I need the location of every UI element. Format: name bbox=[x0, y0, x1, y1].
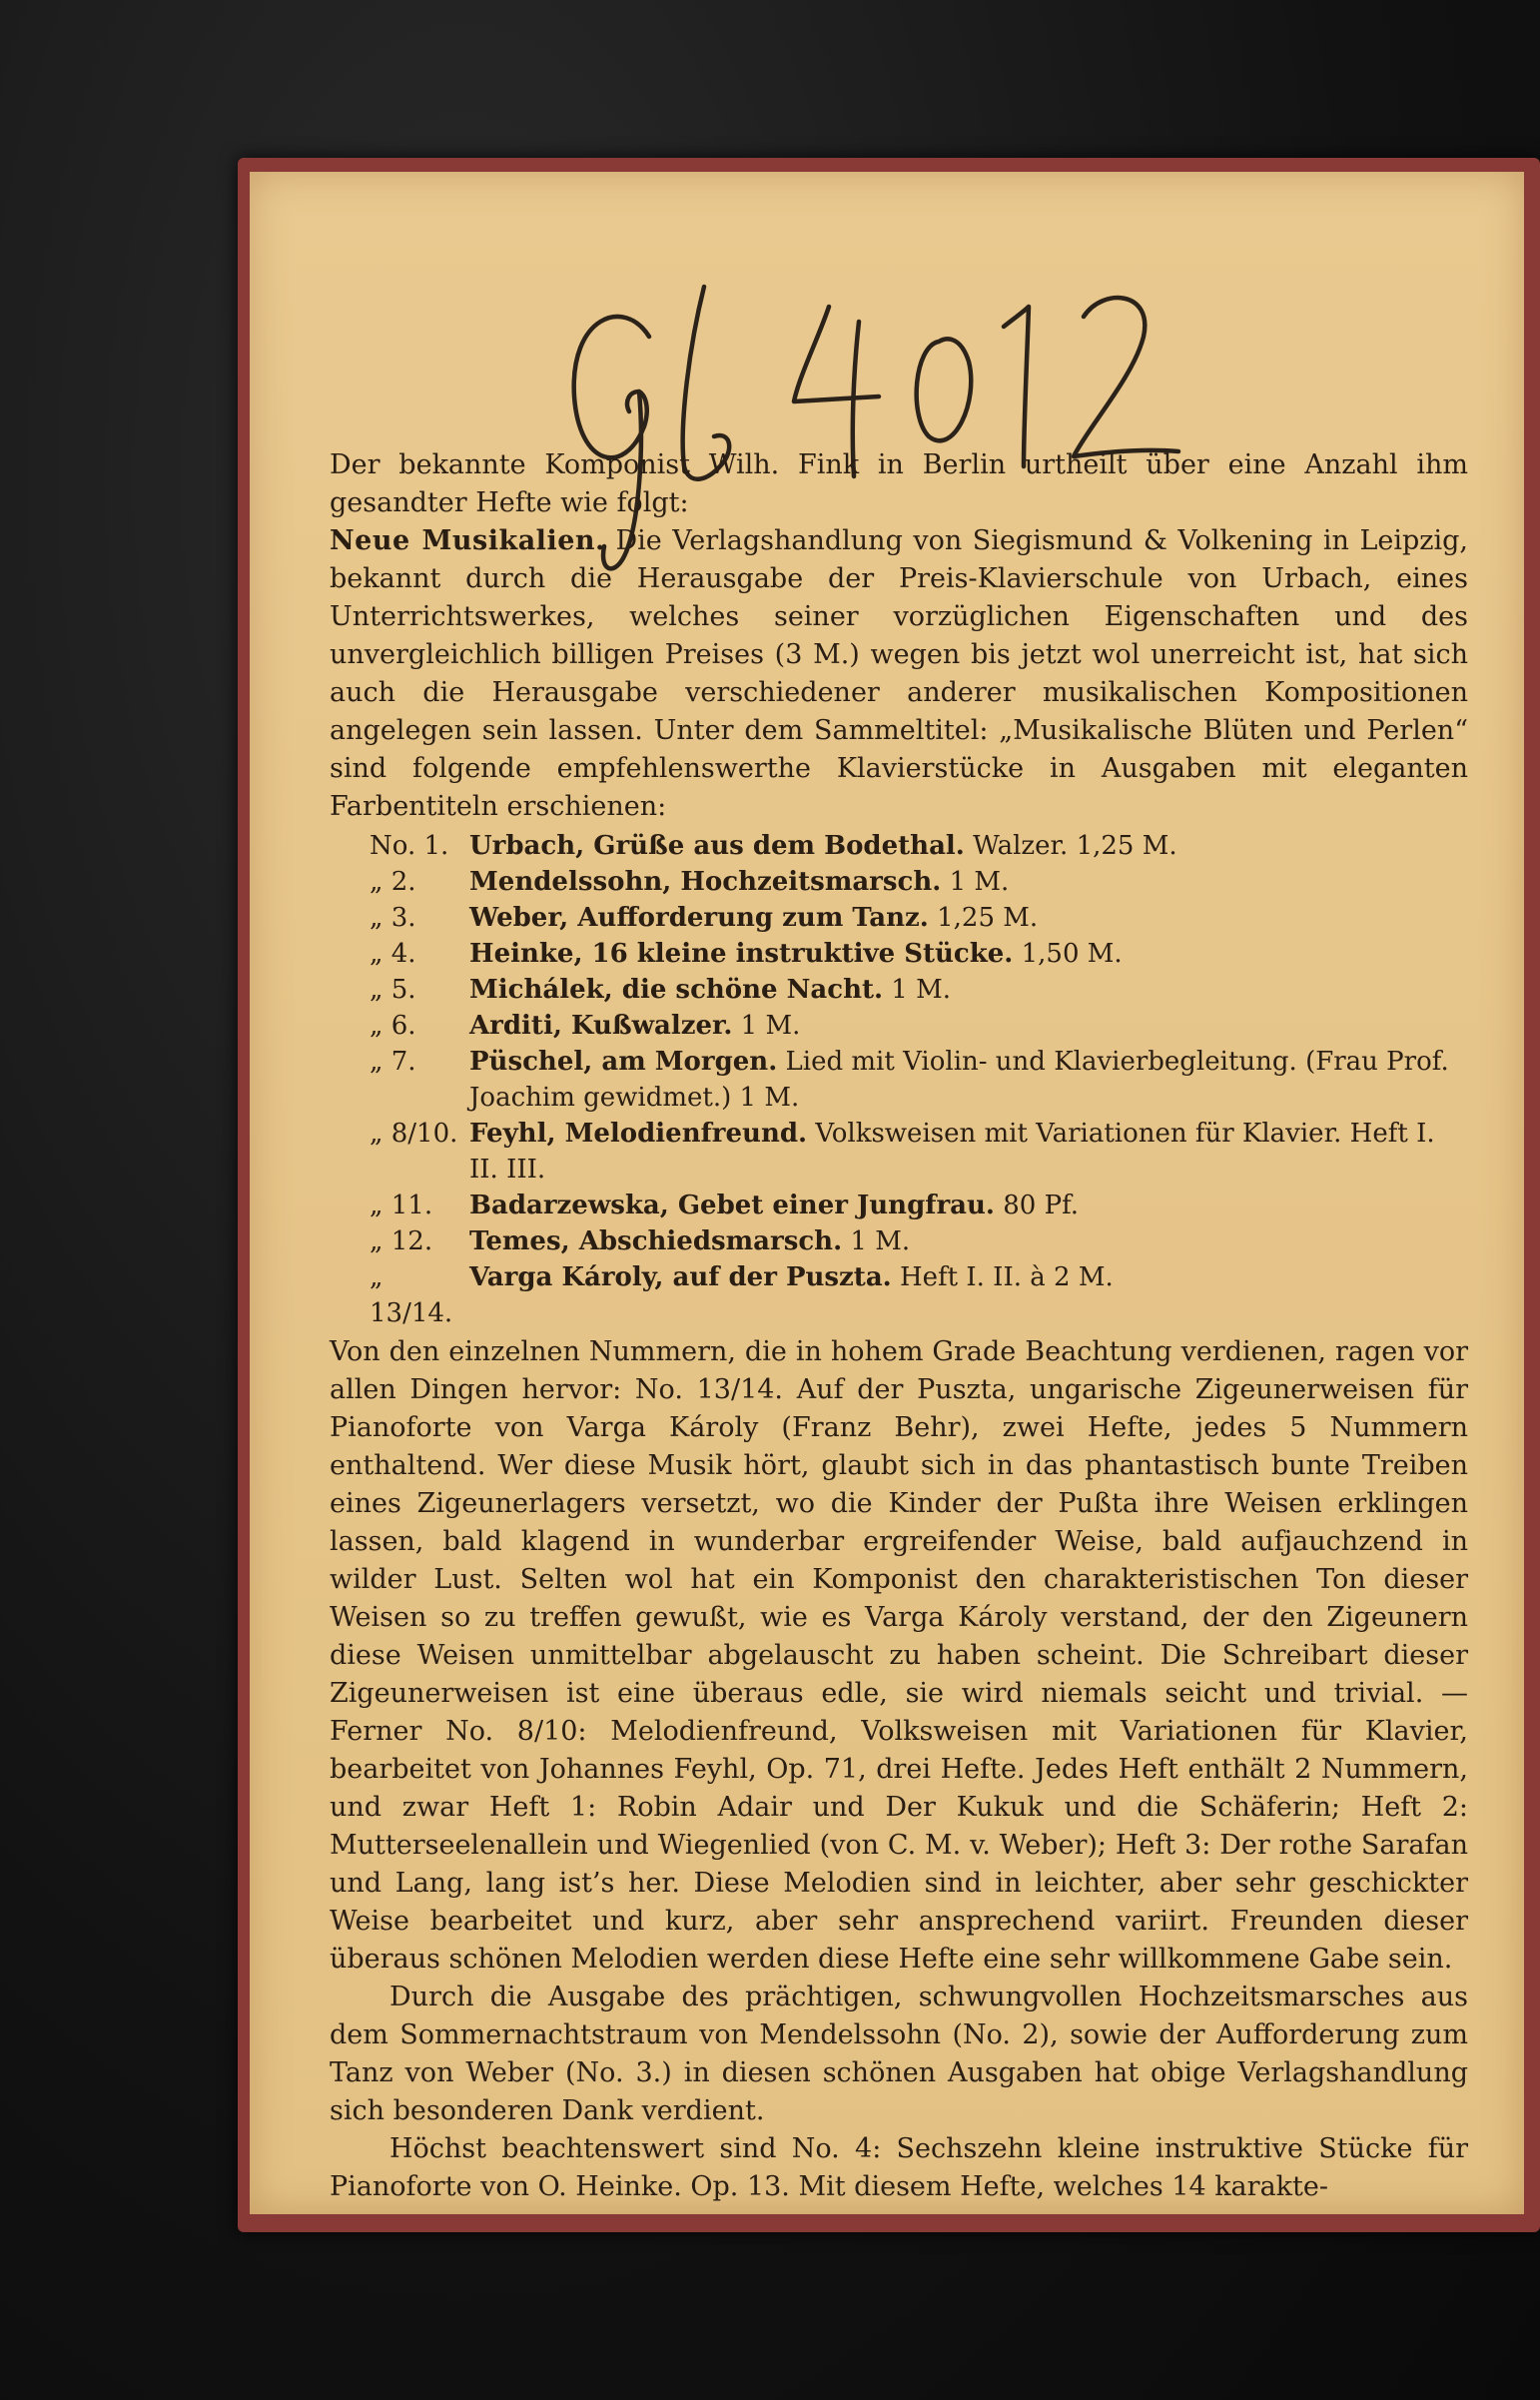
catalogue-item-entry bbox=[469, 1116, 1468, 1188]
catalogue-item-detail: 1,25 M. bbox=[928, 903, 1039, 933]
catalogue-item-detail: 1 M. bbox=[842, 1226, 911, 1256]
catalogue-item-number: No. 1. bbox=[370, 831, 449, 861]
catalogue-item-title: Michálek, die schöne Nacht. bbox=[469, 975, 884, 1005]
catalogue-item-title: Weber, Aufforderung zum Tanz. bbox=[469, 903, 929, 933]
catalogue-item bbox=[330, 1044, 1468, 1116]
catalogue-item-entry bbox=[469, 1008, 1468, 1044]
catalogue-item-entry bbox=[469, 1188, 1468, 1223]
catalogue-item bbox=[330, 972, 1468, 1008]
review-paragraph-2: Von den einzelnen Nummern, die in hohem Grade Beachtung verdienen, ragen vor allen Dingen hervor: No. 13/14. Auf der Puszta, ungarische Zigeunerweisen für Pianoforte von Varga Károly (Franz Behr), zwei Hefte, jedes 5 Nummern enthaltend. Wer diese Musik hört, glaubt sich in das phantastisch bunte Treiben eines Zigeunerlagers versetzt, wo die Kinder der Pußta ihre Weisen erklingen lassen, bald klagend in wunderbar ergreifender Weise, bald aufjauchzend in wilder Lust. Selten wol hat ein Komponist den charakteristischen Ton dieser Weisen so zu treffen gewußt, wie es Varga Károly verstand, der den Zigeunern diese Weisen unmittelbar abgelauscht zu haben scheint. Die Schreibart dieser Zigeunerweisen ist eine überaus edle, sie wird niemals seicht und trivial. — Ferner No. 8/10: Melodienfreund, Volksweisen mit Variationen für Klavier, bearbeitet von Johannes Feyhl, Op. 71, drei Hefte. Jedes Heft enthält 2 Nummern, und zwar Heft 1: Robin Adair und Der Kukuk und die Schäferin; Heft 2: Mutterseelenallein und Wiegenlied (von C. M. v. Weber); Heft 3: Der rothe Sarafan und Lang, lang ist’s her. Diese Melodien sind in leichter, aber sehr geschickter Weise bearbeitet und kurz, aber sehr ansprechend variirt. Freunden dieser überaus schönen Melodien werden diese Hefte eine sehr willkommene Gabe sein. bbox=[330, 1336, 1468, 1975]
catalogue-item-number: „ 6. bbox=[370, 1011, 416, 1041]
catalogue-item-title: Püschel, am Morgen. bbox=[469, 1047, 778, 1077]
catalogue-item bbox=[330, 1116, 1468, 1188]
catalogue-item-number: „ 2. bbox=[370, 867, 416, 897]
catalogue-item-title: Mendelssohn, Hochzeitsmarsch. bbox=[469, 867, 942, 897]
catalogue-item bbox=[330, 1008, 1468, 1044]
review-paragraph-4: Höchst beachtenswert sind No. 4: Sechszehn kleine instruktive Stücke für Pianoforte von O. Heinke. Op. 13. Mit diesem Hefte, welches 14 karakte- bbox=[330, 2133, 1468, 2202]
catalogue-item-detail: 1,50 M. bbox=[1013, 939, 1123, 969]
catalogue-item-number: „ 4. bbox=[370, 939, 416, 969]
catalogue-item-entry bbox=[469, 828, 1468, 864]
catalogue-item-entry bbox=[469, 900, 1468, 936]
catalogue-item-number: „ 12. bbox=[370, 1226, 433, 1256]
review-paragraph-3: Durch die Ausgabe des prächtigen, schwungvollen Hochzeitsmarsches aus dem Sommernachtstraum von Mendelssohn (No. 2), sowie der Aufforderung zum Tanz von Weber (No. 3.) in diesen schönen Ausgaben hat obige Verlagshandlung sich besonderen Dank verdient. bbox=[330, 1982, 1468, 2126]
catalogue-item-detail: 1 M. bbox=[941, 867, 1010, 897]
catalogue-item-detail: Heft I. II. à 2 M. bbox=[891, 1262, 1114, 1292]
catalogue-item-number: „ 3. bbox=[370, 903, 416, 933]
catalogue-item-entry bbox=[469, 1044, 1468, 1116]
catalogue-item-title: Heinke, 16 kleine instruktive Stücke. bbox=[469, 939, 1014, 969]
review-heading: Neue Musikalien. bbox=[330, 525, 605, 556]
catalogue-list bbox=[330, 828, 1468, 1331]
catalogue-item-number: „ 8/10. bbox=[370, 1119, 458, 1149]
catalogue-item bbox=[330, 828, 1468, 864]
catalogue-item-entry bbox=[469, 864, 1468, 900]
review-paragraph-1-text: Die Verlagshandlung von Siegismund & Volkening in Leipzig, bekannt durch die Herausgabe der Preis-Klavierschule von Urbach, eines Unterrichtswerkes, welches seiner vorzüglichen Eigenschaften und des unvergleichlich billigen Preises (3 M.) wegen bis jetzt wol unerreicht ist, hat sich auch die Herausgabe verschiedener anderer musikalischen Kompositionen angelegen sein lassen. Unter dem Sammeltitel: „Musikalische Blüten und Perlen“ sind folgende empfehlenswerthe Klavierstücke in Ausgaben mit eleganten Farbentiteln erschienen: bbox=[330, 525, 1468, 822]
catalogue-item-number: „ 5. bbox=[370, 975, 416, 1005]
review-paragraph-1 bbox=[330, 522, 1468, 826]
catalogue-item bbox=[330, 864, 1468, 900]
catalogue-item-title: Temes, Abschiedsmarsch. bbox=[469, 1226, 843, 1256]
catalogue-item-entry bbox=[469, 936, 1468, 972]
catalogue-item bbox=[330, 1223, 1468, 1259]
catalogue-item-detail: 1 M. bbox=[883, 975, 952, 1005]
catalogue-item bbox=[330, 1188, 1468, 1223]
catalogue-item bbox=[330, 900, 1468, 936]
catalogue-item-entry bbox=[469, 972, 1468, 1008]
catalogue-item-detail: Walzer. 1,25 M. bbox=[964, 831, 1177, 861]
catalogue-item-title: Badarzewska, Gebet einer Jungfrau. bbox=[469, 1191, 995, 1220]
catalogue-item-number: „ 11. bbox=[370, 1191, 433, 1220]
advertisement-text bbox=[330, 446, 1468, 2206]
page bbox=[250, 172, 1524, 2214]
catalogue-item-detail: Lied mit Violin- und Klavierbegleitung. (Frau Prof. Joachim gewidmet.) 1 M. bbox=[469, 1047, 1449, 1113]
catalogue-item-number: „ 13/14. bbox=[370, 1262, 453, 1328]
catalogue-item-title: Feyhl, Melodienfreund. bbox=[469, 1119, 808, 1149]
catalogue-item-title: Urbach, Grüße aus dem Bodethal. bbox=[469, 831, 965, 861]
catalogue-item bbox=[330, 936, 1468, 972]
catalogue-item bbox=[330, 1259, 1468, 1331]
intro-paragraph: Der bekannte Komponist Wilh. Fink in Berlin urtheilt über eine Anzahl ihm gesandter Hefte wie folgt: bbox=[330, 449, 1468, 518]
catalogue-item-detail: 80 Pf. bbox=[994, 1191, 1080, 1220]
catalogue-item-title: Arditi, Kußwalzer. bbox=[469, 1011, 733, 1041]
catalogue-item-detail: 1 M. bbox=[732, 1011, 801, 1041]
catalogue-item-detail: Volksweisen mit Variationen für Klavier. Heft I. II. III. bbox=[469, 1119, 1435, 1185]
catalogue-item-number: „ 7. bbox=[370, 1047, 416, 1077]
catalogue-item-entry bbox=[469, 1259, 1468, 1295]
catalogue-item-title: Varga Károly, auf der Puszta. bbox=[469, 1262, 892, 1292]
catalogue-item-entry bbox=[469, 1223, 1468, 1259]
